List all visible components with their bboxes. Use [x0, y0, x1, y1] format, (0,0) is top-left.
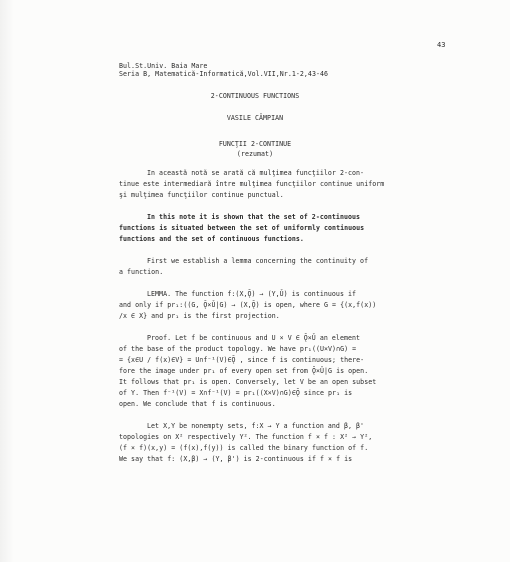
romanian-subtitle: (rezumat)	[236, 150, 274, 158]
lemma-line: /x ∈ X} and pr₁ is the first projection.	[119, 312, 280, 320]
journal-line-2: Seria B, Matematică-Informatică,Vol.VII,Nr.1-2,43-46	[119, 70, 329, 78]
scan-edge-shadow	[0, 0, 14, 562]
proof-line: Proof. Let f be continuous and U × V ∈ Ǭ×Ǔ an element	[147, 334, 361, 342]
english-abstract-line: In this note it is shown that the set of 2-continuous	[147, 213, 361, 221]
proof-line: = {x∈U / f(x)∈V} = U∩f⁻¹(V)∈Ǭ , since f is continuous; there-	[119, 356, 365, 364]
intro-line: First we establish a lemma concerning the continuity of	[147, 257, 369, 265]
definition-line: Let X,Y be nonempty sets, f:X → Y a function and β, β'	[147, 422, 365, 430]
lemma-line: and only if pr₁:((G, Ǭ×Ǔ|G) → (X,Ǭ) is open, where G = {(x,f(x))	[119, 301, 377, 309]
lemma-line: LEMMA. The function f:(X,Ǭ) → (Y,Ǔ) is continuous if	[147, 290, 357, 298]
journal-line-1: Bul.St.Univ. Baia Mare	[119, 62, 208, 70]
romanian-abstract-line: tinue este intermediară între mulţimea funcţiilor continue uniform	[119, 180, 385, 188]
english-abstract-line: functions is situated between the set of uniformly continuous	[119, 224, 365, 232]
definition-line: We say that f: (X,β) → (Y, β') is 2-continuous if f × f is	[119, 455, 353, 463]
romanian-abstract-line: şi mulţimea funcţiilor continue punctual.	[119, 191, 284, 199]
intro-line: a function.	[119, 268, 164, 276]
definition-line: (f × f)(x,y) = (f(x),f(y)) is called the binary function of f.	[119, 444, 369, 452]
romanian-abstract-line: In această notă se arată că mulţimea funcţiilor 2-con-	[147, 169, 365, 177]
proof-line: of Y. Then f⁻¹(V) = X∩f⁻¹(V) = pr₁((X×V)∩G)∈Ǭ since pr₁ is	[119, 389, 353, 397]
definition-line: topologies on X² respectively Y². The function f × f : X² → Y²,	[119, 433, 373, 441]
page-number: 43	[437, 41, 446, 49]
proof-line: It follows that pr₁ is open. Conversely, let V be an open subset	[119, 378, 377, 386]
proof-line: of the base of the product topology. We have pr₁((U×V)∩G) =	[119, 345, 357, 353]
english-abstract-line: functions and the set of continuous functions.	[119, 235, 304, 243]
romanian-title: FUNCŢII 2-CONTINUE	[218, 140, 292, 148]
paper-author: VASILE CÂMPIAN	[226, 114, 284, 122]
proof-line: fore the image under pr₁ of every open set from Ǭ×Ǔ|G is open.	[119, 367, 369, 375]
paper-title: 2-CONTINUOUS FUNCTIONS	[210, 92, 300, 100]
proof-line: open. We conclude that f is continuous.	[119, 400, 276, 408]
